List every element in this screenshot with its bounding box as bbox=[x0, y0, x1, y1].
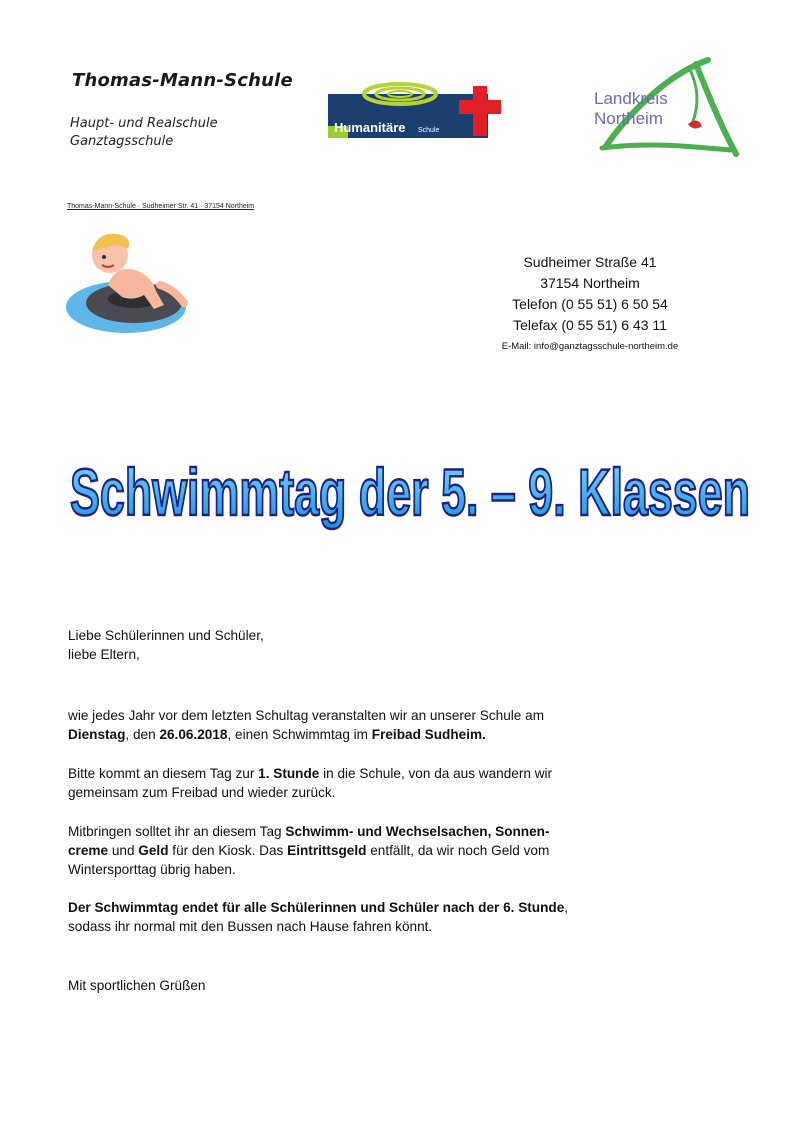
p3-a: Mitbringen solltet ihr an diesem Tag bbox=[68, 824, 286, 839]
p2-b: in die Schule, von da aus wandern wir bbox=[319, 766, 553, 781]
salutation-line1: Liebe Schülerinnen und Schüler, bbox=[68, 628, 264, 643]
p3-line3: Wintersporttag übrig haben. bbox=[68, 862, 236, 877]
p4-line1 bbox=[68, 898, 708, 917]
p4-line2: sodass ihr normal mit den Bussen nach Hause fahren könnt. bbox=[68, 919, 433, 934]
p2-line2: gemeinsam zum Freibad und wieder zurück. bbox=[68, 785, 336, 800]
contact-fax: Telefax (0 55 51) 6 43 11 bbox=[513, 317, 667, 333]
p4-bold: Der Schwimmtag endet für alle Schülerinnen und Schüler nach der 6. Stunde bbox=[68, 900, 565, 915]
logo-humanitaere-text: Humanitäre bbox=[334, 120, 406, 135]
contact-address bbox=[440, 252, 740, 336]
p1-mid: , einen Schwimmtag im bbox=[227, 727, 372, 742]
salutation bbox=[68, 626, 708, 664]
p3-d: entfällt, da wir noch Geld vom bbox=[366, 843, 550, 858]
contact-city: 37154 Northeim bbox=[540, 275, 640, 291]
p1-date: 26.06.2018 bbox=[159, 727, 228, 742]
humanitaere-schule-logo bbox=[328, 80, 510, 142]
p3-items1: Schwimm- und Wechselsachen, Sonnen- bbox=[285, 824, 550, 839]
p3-b: und bbox=[108, 843, 139, 858]
paragraph-1 bbox=[68, 706, 708, 744]
school-type-line1: Haupt- und Realschule bbox=[70, 116, 218, 131]
paragraph-3 bbox=[68, 822, 708, 879]
p2-line1 bbox=[68, 764, 708, 783]
contact-email: E-Mail: info@ganztagsschule-northeim.de bbox=[501, 341, 679, 352]
p3-items2: creme bbox=[68, 843, 109, 858]
school-type bbox=[70, 115, 218, 151]
logo-landkreis-line1: Landkreis bbox=[594, 89, 668, 108]
p3-fee: Eintrittsgeld bbox=[287, 843, 367, 858]
salutation-line2: liebe Eltern, bbox=[68, 647, 140, 662]
school-type-line2: Ganztagsschule bbox=[70, 134, 174, 149]
title-text: Schwimmtag der 5. – 9. Klassen bbox=[70, 455, 750, 529]
contact-street: Sudheimer Straße 41 bbox=[523, 254, 657, 270]
school-name: Thomas-Mann-Schule bbox=[72, 70, 293, 91]
paragraph-4 bbox=[68, 898, 708, 936]
p1-line1: wie jedes Jahr vor dem letzten Schultag veranstalten wir an unserer Schule am bbox=[68, 708, 545, 723]
p3-money: Geld bbox=[138, 843, 169, 858]
p1-place: Freibad Sudheim. bbox=[371, 727, 486, 742]
paragraph-2 bbox=[68, 764, 708, 802]
logo-landkreis-line2: Northeim bbox=[594, 109, 663, 128]
swimmer-clipart-icon bbox=[64, 225, 194, 337]
p3-line2 bbox=[68, 841, 708, 860]
p3-line1 bbox=[68, 822, 708, 841]
logo-schule-text: Schule bbox=[418, 127, 440, 134]
p3-c: für den Kiosk. Das bbox=[168, 843, 288, 858]
p4-comma: , bbox=[564, 900, 569, 915]
return-address: Thomas-Mann-Schule · Sudheimer Str. 41 · 37154 Northeim bbox=[67, 203, 255, 210]
closing: Mit sportlichen Grüßen bbox=[68, 978, 206, 993]
p2-hour: 1. Stunde bbox=[258, 766, 320, 781]
p2-a: Bitte kommt an diesem Tag zur bbox=[68, 766, 259, 781]
p1-day: Dienstag bbox=[68, 727, 126, 742]
contact-phone: Telefon (0 55 51) 6 50 54 bbox=[512, 296, 668, 312]
p1-sep: , den bbox=[125, 727, 160, 742]
p1-line2 bbox=[68, 725, 708, 744]
page-title bbox=[60, 445, 760, 535]
landkreis-northeim-logo bbox=[588, 54, 740, 162]
